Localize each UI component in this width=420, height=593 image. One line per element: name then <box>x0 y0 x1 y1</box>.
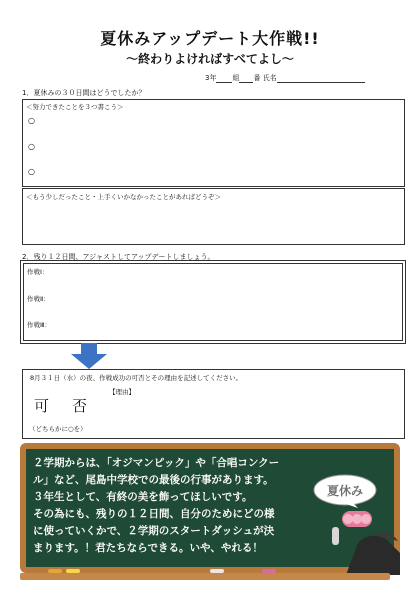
ka-option[interactable]: 可 <box>34 397 52 415</box>
bullet-2: ○ <box>28 142 35 151</box>
balloon-text: 夏休み <box>326 484 363 498</box>
name-blank[interactable] <box>277 74 365 83</box>
question-3: 8月３１日（水）の夜、作戦成功の可否とその理由を記述してください。 <box>30 374 243 382</box>
chalk-piece <box>66 569 80 573</box>
name-label: 氏名 <box>262 74 277 82</box>
page-title: 夏休みアップデート大作戦!! <box>100 29 320 48</box>
reflection-prompt: ＜もう少しだったこと・上手くいかなかったことがあればどうぞ＞ <box>26 193 221 201</box>
bullet-3: ○ <box>28 167 35 176</box>
bullet-1: ○ <box>28 116 35 125</box>
strategy-1: 作戦Ⅰ： <box>27 268 49 276</box>
strategy-2: 作戦Ⅱ： <box>27 295 50 303</box>
message-line: まります。！君たちならできる。いや、やれる！ <box>33 542 263 554</box>
chalk-tray <box>20 573 390 580</box>
speech-balloon <box>312 474 378 508</box>
character-illustration <box>326 505 400 575</box>
strategy-box[interactable] <box>23 263 403 341</box>
grade-label: 3年 <box>205 74 217 82</box>
message-line: ２学期からは、「オジマンピック」や「合唱コンクー <box>33 457 280 469</box>
strategy-3: 作戦Ⅲ： <box>27 321 51 329</box>
number-blank[interactable] <box>239 74 253 83</box>
message-line: ３年生として、有終の美を飾ってほしいです。 <box>33 491 253 503</box>
class-label: 組 <box>232 74 240 82</box>
effort-box[interactable] <box>22 99 405 187</box>
question-1: 1．夏休みの３０日間はどうでしたか？ <box>22 89 146 97</box>
message-line: ル」など、尾島中学校での最後の行事があります。 <box>33 474 274 486</box>
number-label: 番 <box>253 74 261 82</box>
chalk-piece <box>210 569 224 573</box>
message-line: その為にも、残りの１２日間、自分のためにどの様 <box>33 508 275 520</box>
chalk-piece <box>48 569 62 573</box>
message-line: に使っていくかで、２学期のスタートダッシュが決 <box>33 525 275 537</box>
question-2: 2．残り１２日間、アジャストしてアップデートしましょう。 <box>22 253 215 261</box>
fan-icon <box>342 511 372 527</box>
choose-note: （どちらかに○を） <box>29 425 87 433</box>
reflection-box[interactable] <box>22 188 405 245</box>
hi-option[interactable]: 否 <box>72 397 90 415</box>
page-subtitle: ～終わりよければすべてよし～ <box>126 52 294 66</box>
result-box[interactable] <box>22 369 405 439</box>
effort-prompt: ＜努力できたことを３つ書こう＞ <box>26 103 124 111</box>
chalk-piece <box>262 569 276 573</box>
name-line <box>205 73 365 83</box>
down-arrow-icon <box>69 343 109 369</box>
message-text <box>33 455 279 557</box>
reason-label: 【理由】 <box>109 388 135 396</box>
class-blank[interactable] <box>216 74 232 83</box>
